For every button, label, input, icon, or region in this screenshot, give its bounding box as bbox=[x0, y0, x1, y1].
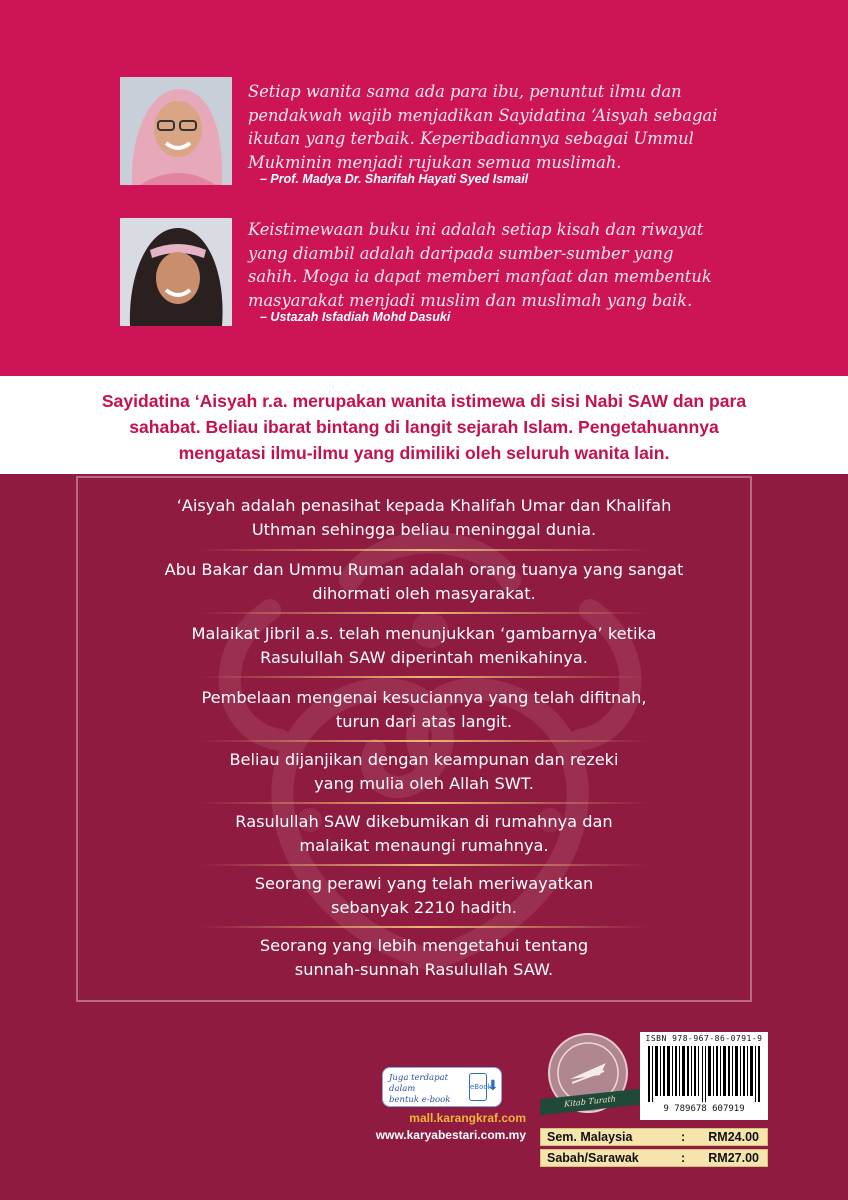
divider bbox=[200, 926, 648, 928]
price-region: Sabah/Sarawak bbox=[547, 1151, 639, 1165]
endorsement-quote-1 bbox=[248, 80, 718, 174]
highlight-line: sahabat. Beliau ibarat bintang di langit sejarah Islam. Pengetahuannya bbox=[129, 417, 719, 437]
price-amount: RM27.00 bbox=[708, 1151, 759, 1165]
fact-item bbox=[140, 934, 708, 982]
author-photo-2 bbox=[120, 218, 232, 326]
quote-line: pendakwah wajib menjadikan Sayidatina ‘Aisyah sebagai bbox=[248, 105, 718, 125]
ebook-line: bentuk e-book bbox=[389, 1095, 451, 1105]
price-separator: : bbox=[681, 1151, 686, 1165]
endorsement-author-2: – Ustazah Isfadiah Mohd Dasuki bbox=[260, 310, 451, 324]
isbn-barcode bbox=[640, 1032, 768, 1120]
price-region: Sem. Malaysia bbox=[547, 1130, 633, 1144]
ebook-line: Juga terdapat dalam bbox=[389, 1073, 449, 1094]
endorsement-author-1: – Prof. Madya Dr. Sharifah Hayati Syed Ismail bbox=[260, 172, 529, 186]
fact-line: malaikat menaungi rumahnya. bbox=[299, 836, 549, 855]
highlight-text bbox=[0, 388, 848, 466]
fact-line: Beliau dijanjikan dengan keampunan dan rezeki bbox=[229, 750, 619, 769]
price-row bbox=[540, 1149, 768, 1167]
fact-line: sebanyak 2210 hadith. bbox=[331, 898, 517, 917]
quote-line: Mukminin menjadi rujukan semua muslimah. bbox=[248, 152, 622, 172]
highlight-line: Sayidatina ‘Aisyah r.a. merupakan wanita istimewa di sisi Nabi SAW dan para bbox=[101, 391, 747, 411]
divider bbox=[200, 802, 648, 804]
fact-line: yang mulia oleh Allah SWT. bbox=[314, 774, 534, 793]
fact-line: Rasulullah SAW dikebumikan di rumahnya dan bbox=[235, 812, 613, 831]
fact-line: Rasulullah SAW diperintah menikahinya. bbox=[260, 648, 588, 667]
fact-line: turun dari atas langit. bbox=[335, 712, 513, 731]
quote-line: masyarakat menjadi muslim dan muslimah yang baik. bbox=[248, 290, 693, 310]
price-amount: RM24.00 bbox=[708, 1130, 759, 1144]
quote-line: Keistimewaan buku ini adalah setiap kisah dan riwayat bbox=[248, 220, 704, 239]
quote-line: yang diambil adalah daripada sumber-sumber yang bbox=[248, 243, 674, 263]
fact-item bbox=[140, 622, 708, 670]
fact-line: Uthman sehingga beliau meninggal dunia. bbox=[251, 520, 597, 539]
author-photo-1 bbox=[120, 77, 232, 185]
divider bbox=[200, 676, 648, 678]
ebook-icon: eBook bbox=[469, 1073, 487, 1101]
quote-line: ikutan yang terbaik. Keperibadiannya sebagai Ummul bbox=[248, 129, 694, 148]
isbn-label: ISBN 978-967-86-0791-9 bbox=[645, 1034, 763, 1043]
divider bbox=[200, 864, 648, 866]
fact-item bbox=[140, 686, 708, 734]
fact-item bbox=[140, 748, 708, 796]
highlight-line: mengatasi ilmu-ilmu yang dimiliki oleh seluruh wanita lain. bbox=[178, 443, 670, 463]
price-separator: : bbox=[681, 1130, 686, 1144]
fact-line: Pembelaan mengenai kesuciannya yang telah difitnah, bbox=[201, 688, 647, 707]
price-row bbox=[540, 1128, 768, 1146]
fact-line: Abu Bakar dan Ummu Ruman adalah orang tuanya yang sangat bbox=[164, 560, 684, 579]
website-link-publisher[interactable]: www.karyabestari.com.my bbox=[375, 1128, 526, 1142]
fact-line: ‘Aisyah adalah penasihat kepada Khalifah Umar dan Khalifah bbox=[176, 496, 672, 515]
fact-item bbox=[140, 494, 708, 542]
seal-ribbon: Kitab Turath bbox=[540, 1089, 640, 1116]
divider bbox=[200, 549, 648, 551]
fact-item bbox=[140, 810, 708, 858]
highlight-band bbox=[0, 376, 848, 474]
divider bbox=[200, 612, 648, 614]
fact-item bbox=[140, 558, 708, 606]
fact-line: Seorang perawi yang telah meriwayatkan bbox=[254, 874, 594, 893]
ebook-text bbox=[389, 1073, 471, 1106]
quote-line: Setiap wanita sama ada para ibu, penuntut ilmu dan bbox=[248, 82, 682, 101]
fact-line: Seorang yang lebih mengetahui tentang bbox=[259, 936, 589, 955]
isbn-number: 9 789678 607919 bbox=[663, 1104, 745, 1114]
endorsement-section bbox=[0, 0, 848, 376]
website-link-mall[interactable]: mall.karangkraf.com bbox=[409, 1111, 526, 1125]
fact-line: sunnah-sunnah Rasulullah SAW. bbox=[294, 960, 554, 979]
divider bbox=[200, 740, 648, 742]
barcode-icon bbox=[648, 1046, 760, 1102]
endorsement-quote-2 bbox=[248, 218, 718, 312]
ebook-badge[interactable] bbox=[382, 1067, 502, 1107]
fact-item bbox=[140, 872, 708, 920]
fact-line: Malaikat Jibril a.s. telah menunjukkan ‘gambarnya’ ketika bbox=[191, 624, 657, 643]
facts-frame bbox=[76, 476, 752, 1002]
download-icon: ⬇ bbox=[487, 1078, 499, 1094]
quote-line: sahih. Moga ia dapat memberi manfaat dan membentuk bbox=[248, 267, 712, 286]
fact-line: dihormati oleh masyarakat. bbox=[312, 584, 536, 603]
